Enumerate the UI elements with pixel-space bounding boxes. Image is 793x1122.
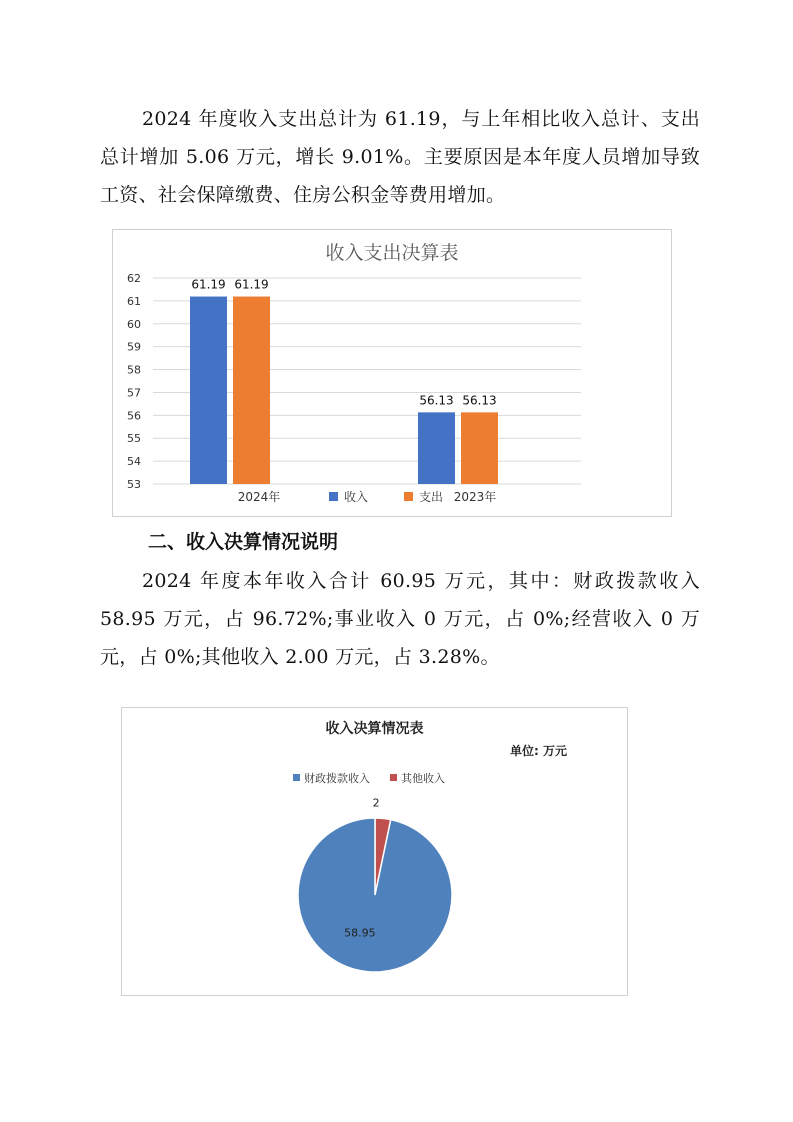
- y-tick-label: 53: [127, 478, 141, 491]
- y-tick-label: 58: [127, 363, 141, 377]
- bar-chart-container: [112, 229, 672, 517]
- pie-chart-svg: [122, 708, 627, 995]
- paragraph-income-expense-total: [100, 100, 700, 214]
- bar-value-label: 61.19: [234, 277, 269, 292]
- paragraph-2-text: 2024 年度本年收入合计 60.95 万元，其中：财政拨款收入 58.95 万元，占 96.72%;事业收入 0 万元，占 0%;经营收入 0 万元，占 0%;其他收入 2.00 万元，占 3.28%。: [100, 570, 700, 668]
- bar-value-label: 61.19: [191, 277, 226, 292]
- y-tick-label: 57: [127, 386, 141, 400]
- y-tick-label: 55: [127, 432, 141, 446]
- legend-label: 财政拨款收入: [304, 772, 370, 785]
- bar-支出-2024年: [233, 297, 270, 484]
- pie-value-label: 58.95: [344, 926, 376, 940]
- bar-收入-2023年: [418, 412, 455, 484]
- legend-label: 其他收入: [401, 772, 445, 785]
- legend-label: 支出: [419, 490, 444, 504]
- x-category-label: 2024年: [237, 490, 281, 504]
- pie-chart-unit: 单位: 万元: [510, 744, 567, 758]
- paragraph-1-text: 2024 年度收入支出总计为 61.19，与上年相比收入总计、支出总计增加 5.06 万元，增长 9.01%。主要原因是本年度人员增加导致工资、社会保障缴费、住房公积金等费用增加。: [100, 108, 700, 206]
- section-2-heading: 二、收入决算情况说明: [148, 531, 339, 553]
- paragraph-income-breakdown: [100, 562, 700, 676]
- legend-swatch-支出: [404, 492, 413, 501]
- legend-swatch-收入: [329, 492, 338, 501]
- bar-收入-2024年: [190, 297, 227, 484]
- legend-label: 收入: [344, 490, 369, 504]
- bar-支出-2023年: [461, 412, 498, 484]
- y-tick-label: 62: [127, 272, 141, 285]
- y-tick-label: 54: [127, 455, 141, 469]
- bar-chart-title: 收入支出决算表: [325, 242, 459, 264]
- pie-value-label: 2: [372, 796, 380, 810]
- y-tick-label: 61: [127, 294, 141, 308]
- pie-chart-container: [121, 707, 628, 996]
- bar-value-label: 56.13: [462, 393, 497, 408]
- x-category-label: 2023年: [453, 490, 497, 504]
- y-tick-label: 56: [127, 409, 141, 423]
- pie-chart-title: 收入决算情况表: [325, 721, 424, 737]
- legend-swatch-其他收入: [390, 774, 397, 781]
- bar-value-label: 56.13: [419, 393, 454, 408]
- legend-swatch-财政拨款收入: [293, 774, 300, 781]
- y-tick-label: 60: [127, 317, 141, 331]
- pie-slice-财政拨款收入: [298, 818, 452, 972]
- y-tick-label: 59: [127, 340, 141, 354]
- bar-chart-svg: [113, 230, 671, 516]
